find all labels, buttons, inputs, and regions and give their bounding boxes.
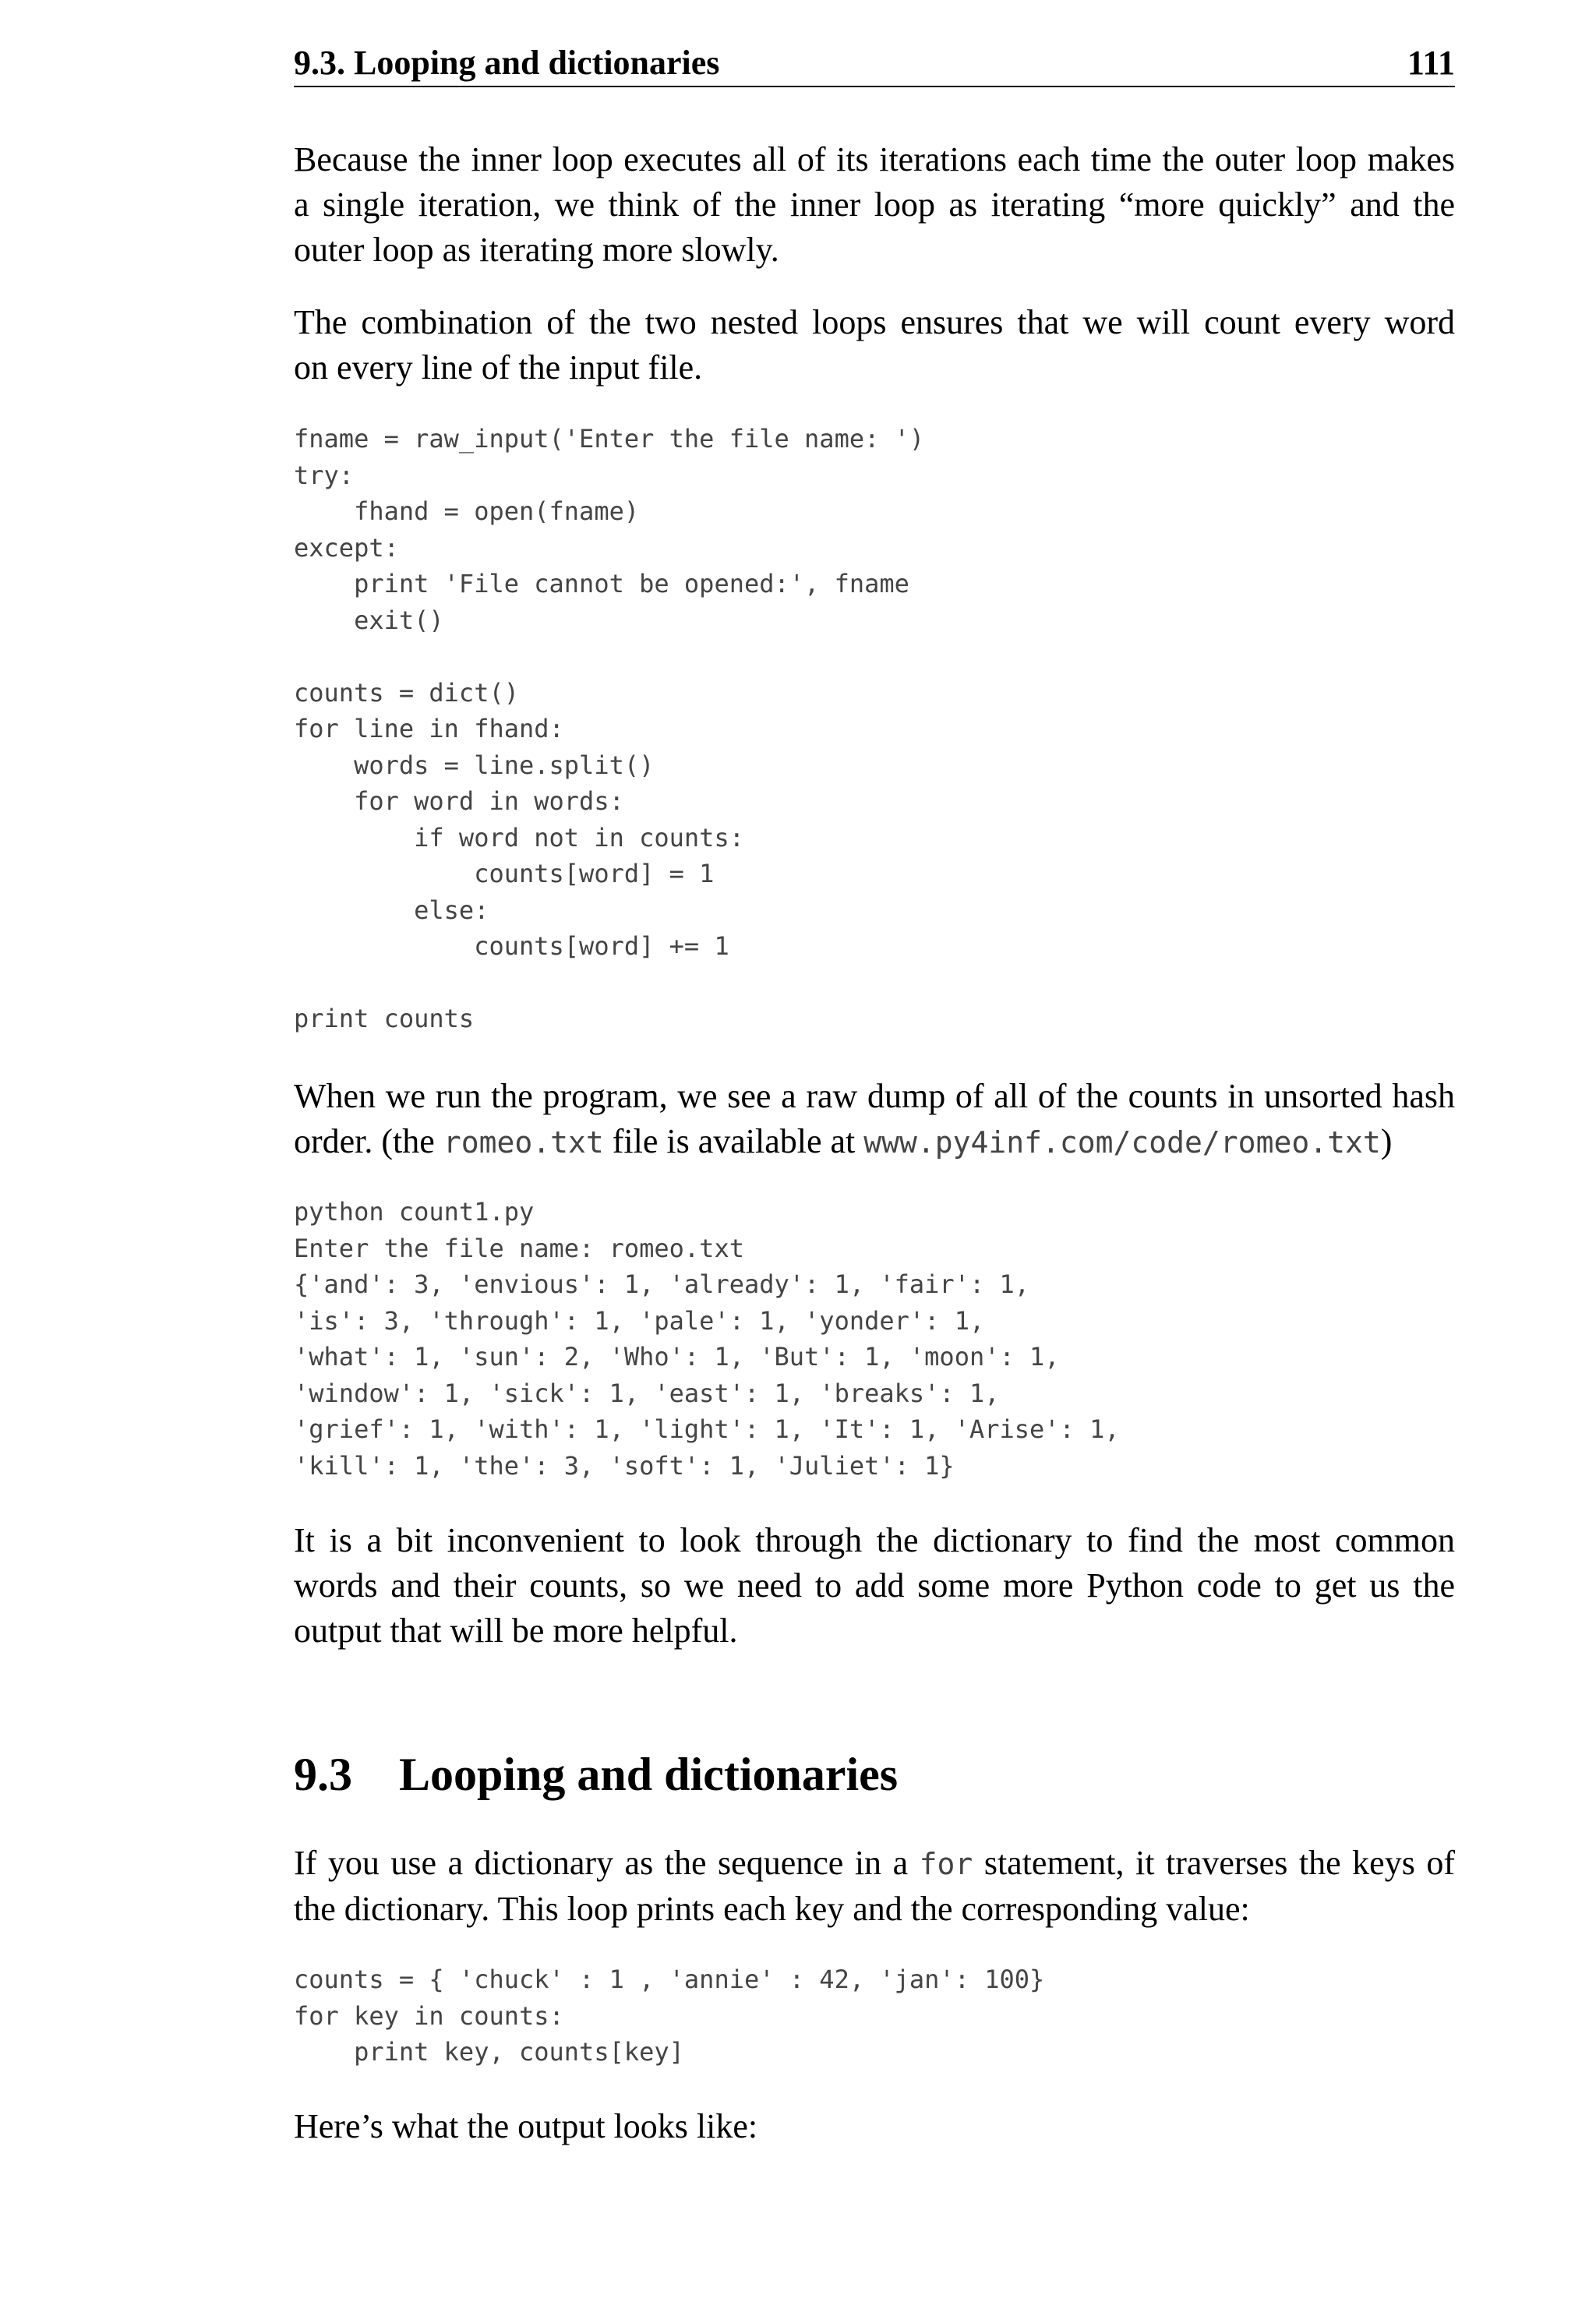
- code-block-word-count: fname = raw_input('Enter the file name: ') try: fhand = open(fname) except: print 'File cannot be opened:', fname exit() counts = dict() for line in fhand: words = line.split() for word in words: if word not in counts: counts[word] = 1 else: counts[word] += 1 print counts: [294, 424, 925, 1033]
- paragraph-line: The combination of the two nested loops ensures that we will count every word: [294, 303, 1455, 341]
- text-fragment: statement, it traverses the keys of: [973, 1844, 1455, 1882]
- paragraph-output-intro: [294, 2104, 1455, 2149]
- paragraph-for-statement: [294, 1841, 1455, 1932]
- paragraph-line: [294, 1119, 1455, 1165]
- text-fragment: If you use a dictionary as the sequence in a: [294, 1844, 920, 1882]
- paragraph-line: [294, 1841, 1455, 1887]
- paragraph-line: words and their counts, so we need to add some more Python code to get us the: [294, 1566, 1455, 1605]
- paragraph-line: output that will be more helpful.: [294, 1612, 738, 1650]
- section-number: 9.3: [294, 1749, 352, 1800]
- paragraph-line: Here’s what the output looks like:: [294, 2107, 758, 2145]
- text-fragment: file is available at: [603, 1122, 864, 1160]
- paragraph-inconvenient: [294, 1518, 1455, 1654]
- paragraph-line: outer loop as iterating more slowly.: [294, 231, 779, 269]
- inline-code-for: for: [919, 1847, 973, 1881]
- paragraph-combination: [294, 300, 1455, 390]
- paragraph-nested-loops: [294, 137, 1455, 273]
- paragraph-line: It is a bit inconvenient to look through the dictionary to find the most common: [294, 1521, 1455, 1559]
- text-fragment: order. (the: [294, 1122, 443, 1160]
- running-header: [294, 42, 1455, 87]
- code-block-dictionary-loop: counts = { 'chuck' : 1 , 'annie' : 42, 'jan': 100} for key in counts: print key, counts[key]: [294, 1965, 1045, 2067]
- section-heading: [294, 1747, 898, 1802]
- inline-code-filename: romeo.txt: [443, 1125, 604, 1160]
- inline-code-url: www.py4inf.com/code/romeo.txt: [863, 1125, 1381, 1160]
- running-header-title: 9.3. Looping and dictionaries: [294, 44, 720, 82]
- paragraph-line: on every line of the input file.: [294, 348, 703, 387]
- page-number: 111: [1407, 44, 1455, 82]
- paragraph-run-program: [294, 1074, 1455, 1165]
- paragraph-line: the dictionary. This loop prints each key and the corresponding value:: [294, 1890, 1250, 1928]
- section-title: Looping and dictionaries: [399, 1749, 899, 1800]
- paragraph-line: Because the inner loop executes all of its iterations each time the outer loop makes: [294, 140, 1455, 178]
- text-fragment: ): [1380, 1122, 1393, 1160]
- code-block-output: python count1.py Enter the file name: romeo.txt {'and': 3, 'envious': 1, 'already': 1, 'fair': 1, 'is': 3, 'through': 1, 'pale': 1, 'yonder': 1, 'what': 1, 'sun': 2, 'Who': 1, 'But': 1, 'moon': 1, 'window': 1, 'sick': 1, 'east': 1, 'breaks': 1, 'grief': 1, 'with': 1, 'light': 1, 'It': 1, 'Arise': 1, 'kill': 1, 'the': 3, 'soft': 1, 'Juliet': 1}: [294, 1197, 1120, 1481]
- paragraph-line: a single iteration, we think of the inner loop as iterating “more quickly” and the: [294, 185, 1455, 224]
- paragraph-line: When we run the program, we see a raw dump of all of the counts in unsorted hash: [294, 1077, 1455, 1115]
